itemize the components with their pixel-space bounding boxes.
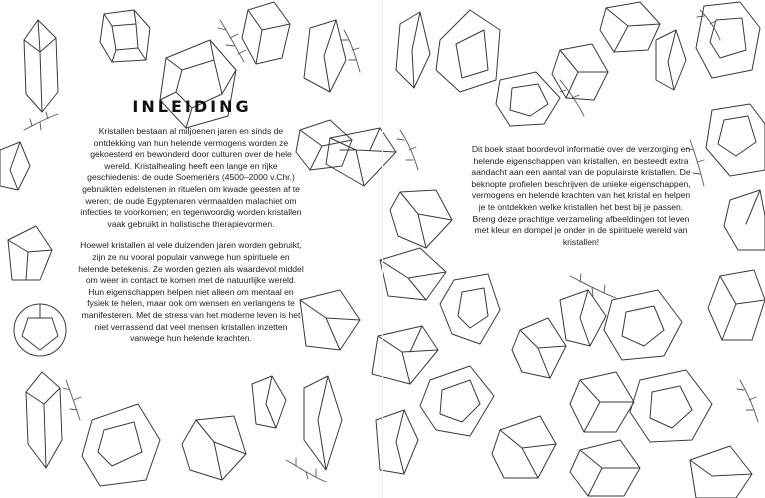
right-page-text (470, 144, 692, 258)
book-description-paragraph: Dit boek staat boordevol informatie over de verzorging en helende eigenschappen van kristallen, en besteedt extra aandacht aan een aantal van de populairste kristallen. De beknopte profielen beschrijven de unieke eigenschappen, vermogens en helende krachten van het kristal en helpen je te ontdekken welke kristallen het best bij je passen. Breng deze prachtige verzameling afbeeldingen tot leven met kleur en dompel je onder in de spirituele wereld van kristallen! (471, 144, 691, 247)
crystal-icon (0, 142, 30, 190)
crystal-icon (304, 20, 346, 92)
crystal-icon (14, 304, 66, 356)
crystal-icon (440, 274, 500, 344)
intro-paragraph-1: Kristallen bestaan al miljoenen jaren en sinds de ontdekking van hun helende vermogens worden ze gekoesterd en bewonderd door culturen over de hele wereld. Kristalhealing heeft een lange en rijke geschiedenis: de oude Soemeriërs (4500–2000 v.Chr.) gebruikten edelstenen in rituelen om kwade geesten af te weren; de oude Egyptenaren vermaalden malachiet om infecties te voorkomen; en tegenwoordig worden kristallen vaak gebruikt in holistische therapievormen. (80, 126, 302, 229)
left-page-text (77, 126, 305, 355)
crystal-icon (708, 270, 765, 340)
crystal-icon (390, 190, 452, 248)
leaf-icon (397, 130, 418, 170)
crystal-icon (570, 372, 634, 432)
crystal-icon (512, 318, 566, 378)
crystal-icon (696, 2, 760, 78)
crystal-icon (380, 248, 446, 300)
crystal-icon (326, 128, 396, 186)
crystal-icon (690, 446, 752, 498)
crystal-icon (82, 404, 160, 486)
crystal-icon (560, 290, 606, 346)
leaf-icon (218, 20, 246, 62)
crystal-icon (26, 372, 62, 468)
crystal-icon (492, 416, 556, 478)
crystal-icon (242, 2, 290, 64)
page-gutter (382, 0, 383, 498)
crystal-icon (300, 290, 360, 350)
crystal-icon (304, 376, 342, 470)
crystal-icon (252, 376, 286, 428)
crystal-icon (436, 10, 500, 92)
leaf-icon (63, 380, 81, 420)
crystal-icon (8, 226, 52, 280)
leaf-icon (737, 380, 758, 422)
crystal-icon (496, 72, 560, 126)
crystal-icon (630, 370, 712, 442)
crystal-icon (600, 2, 660, 52)
leaf-icon (24, 112, 58, 130)
crystal-icon (100, 10, 150, 62)
crystal-icon (182, 416, 246, 480)
crystal-icon (420, 366, 494, 436)
crystal-icon (656, 30, 686, 90)
crystal-icon (24, 20, 58, 112)
crystal-icon (570, 440, 640, 496)
crystal-icon (724, 190, 765, 250)
crystal-icon (396, 12, 430, 88)
crystal-icon (604, 290, 682, 360)
intro-paragraph-2: Hoewel kristallen al vele duizenden jaren worden gebruikt, zijn ze nu vooral populair vanwege hun spirituele en helende betekenis. Ze worden gezien als waardevol middel om weer in contact te komen met de natuurlijke wereld. Hun eigenschappen helpen niet alleen om mentaal en fysiek te helen, maar ook om wensen en verlangens te manifesteren. Met de stress van het moderne leven is het niet verrassend dat veel mensen kristallen inzetten vanwege hun helende krachten. (78, 240, 304, 344)
page-title: INLEIDING (132, 97, 252, 116)
crystal-icon (706, 104, 765, 176)
